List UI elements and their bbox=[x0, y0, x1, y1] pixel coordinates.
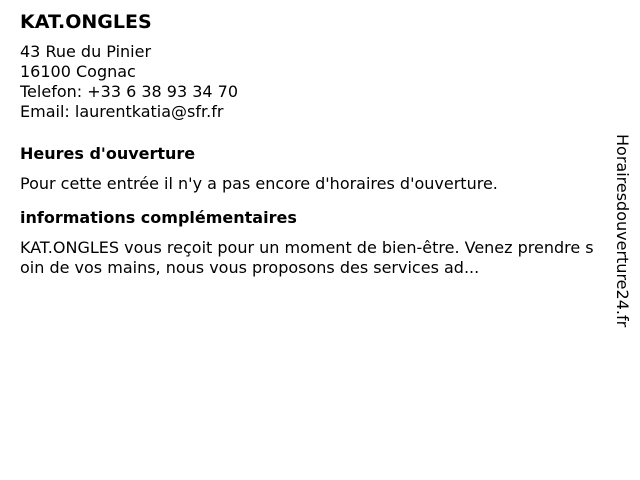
site-name-vertical: Horairesdouverture24.fr bbox=[613, 134, 632, 328]
opening-hours-heading: Heures d'ouverture bbox=[20, 144, 196, 163]
street-address: 43 Rue du Pinier bbox=[20, 42, 152, 61]
address-block bbox=[20, 42, 595, 122]
business-card bbox=[20, 10, 595, 278]
email-address: Email: laurentkatia@sfr.fr bbox=[20, 102, 224, 121]
additional-info-heading: informations complémentaires bbox=[20, 208, 297, 227]
additional-info-text: KAT.ONGLES vous reçoit pour un moment de bien-être. Venez prendre soin de vos mains, nous vous proposons des services ad... bbox=[20, 238, 594, 277]
business-name: KAT.ONGLES bbox=[20, 11, 152, 33]
phone-number: Telefon: +33 6 38 93 34 70 bbox=[20, 82, 239, 101]
city-postal: 16100 Cognac bbox=[20, 62, 136, 81]
opening-hours-text: Pour cette entrée il n'y a pas encore d'horaires d'ouverture. bbox=[20, 174, 498, 193]
